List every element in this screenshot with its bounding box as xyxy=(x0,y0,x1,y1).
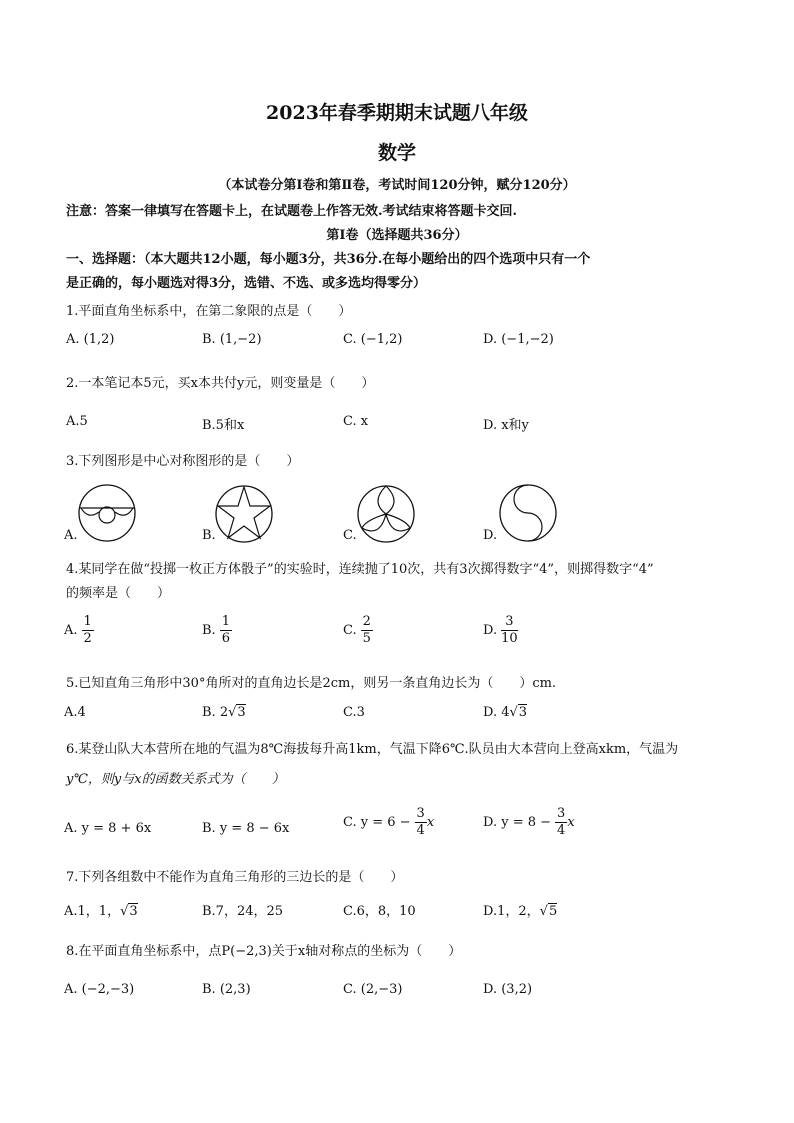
figure-b-star-circle xyxy=(214,484,274,544)
sqrt-sign: √ xyxy=(120,904,129,919)
q3-option-d: D. xyxy=(483,528,498,543)
q7-option-a-radicand: 3 xyxy=(129,904,138,919)
q6-option-b: B. y = 8 − 6x xyxy=(202,821,290,836)
q5-option-d-radicand: 3 xyxy=(518,705,528,720)
q5-option-a: A.4 xyxy=(64,705,86,720)
section-instruction-line2: 是正确的，每小题选对得3分，选错、不选、或多选均得零分） xyxy=(66,276,427,291)
question-6-stem: 6.某登山队大本营所在地的气温为8℃海拔每升高1km，气温下降6℃.队员由大本营向上登高xkm，气温为 xyxy=(66,742,679,757)
question-1-stem: 1.平面直角坐标系中，在第二象限的点是（ ） xyxy=(66,304,352,319)
q5-option-b-radicand: 3 xyxy=(237,705,246,720)
q3-option-a: A. xyxy=(64,528,78,543)
fraction-numerator: 1 xyxy=(83,614,92,629)
question-4-stem: 4.某同学在做“投掷一枚正方体骰子”的实验时，连续抛了10次，共有3次掷得数字“4”，则掷得数字“4” xyxy=(66,562,654,577)
question-3-stem: 3.下列图形是中心对称图形的是（ ） xyxy=(66,454,300,469)
q7-option-d-label: D.1，2， xyxy=(483,904,540,919)
fraction-denominator: 4 xyxy=(557,823,566,838)
question-5-stem: 5.已知直角三角形中30°角所对的直角边长是2cm，则另一条直角边长为（ ）cm. xyxy=(66,676,557,691)
fraction-denominator: 4 xyxy=(416,823,425,838)
q3-option-c: C. xyxy=(343,528,357,543)
q6-option-d-label: D. y = 8 − xyxy=(483,815,552,830)
q2-option-b: B.5和x xyxy=(202,418,245,433)
q6-option-d-fraction xyxy=(555,806,567,839)
q8-option-b: B. (2,3) xyxy=(202,982,251,997)
fraction-numerator: 3 xyxy=(416,806,425,821)
q7-option-a xyxy=(64,900,138,919)
q4-option-d-label: D. xyxy=(483,623,498,638)
q5-option-b xyxy=(202,705,246,720)
q6-option-c xyxy=(343,806,434,839)
q7-option-a-label: A.1，1， xyxy=(64,904,121,919)
exam-info: （本试卷分第Ⅰ卷和第Ⅱ卷，考试时间120分钟，赋分120分） xyxy=(218,178,576,193)
sqrt-sign: √ xyxy=(228,705,237,720)
q1-option-c: C. (−1,2) xyxy=(343,332,403,347)
q3-option-b: B. xyxy=(202,528,216,543)
fraction-denominator: 6 xyxy=(221,631,230,646)
q4-option-c-fraction xyxy=(361,614,373,647)
q7-option-d-radicand: 5 xyxy=(548,904,558,919)
q6-option-d-variable: x xyxy=(567,815,575,830)
q2-option-a: A.5 xyxy=(66,414,88,429)
q1-option-a: A. (1,2) xyxy=(66,332,115,347)
fraction-numerator: 1 xyxy=(221,614,230,629)
q8-option-a: A. (−2,−3) xyxy=(64,982,135,997)
q8-option-d: D. (3,2) xyxy=(483,982,533,997)
q4-option-a xyxy=(64,614,94,647)
q5-option-c: C.3 xyxy=(343,705,365,720)
q4-option-b-label: B. xyxy=(202,623,216,638)
q6-option-c-variable: x xyxy=(426,815,435,830)
q4-option-d-fraction xyxy=(501,614,518,647)
q4-option-c xyxy=(343,614,373,647)
question-2-stem: 2.一本笔记本5元，买x本共付y元，则变量是（ ） xyxy=(66,376,375,391)
subject-title: 数学 xyxy=(377,142,416,164)
q8-option-c: C. (2,−3) xyxy=(343,982,403,997)
q6-option-c-fraction xyxy=(415,806,427,839)
q5-option-b-label: B. 2 xyxy=(202,705,229,720)
q6-option-d xyxy=(483,806,575,839)
sqrt-sign: √ xyxy=(509,705,518,720)
volume-heading: 第Ⅰ卷（选择题共36分） xyxy=(326,228,468,243)
q5-option-d-label: D. 4 xyxy=(483,705,510,720)
fraction-numerator: 3 xyxy=(501,614,518,631)
fraction-numerator: 3 xyxy=(557,806,566,821)
q5-option-d xyxy=(483,705,527,720)
fraction-denominator: 5 xyxy=(362,631,371,646)
sqrt-sign: √ xyxy=(539,904,548,919)
q7-option-b: B.7，24，25 xyxy=(202,904,284,919)
q1-option-b: B. (1,−2) xyxy=(202,332,262,347)
q4-option-b xyxy=(202,614,232,647)
question-8-stem: 8.在平面直角坐标系中，点P(−2,3)关于x轴对称点的坐标为（ ） xyxy=(66,944,462,959)
exam-title: 2023年春季期期末试题八年级 xyxy=(266,102,528,124)
q6-option-a: A. y = 8 + 6x xyxy=(64,821,152,836)
section-instruction-line1: 一、选择题：（本大题共12小题，每小题3分，共36分.在每小题给出的四个选项中只有一个 xyxy=(66,252,591,267)
figure-a-circle-loops xyxy=(76,482,138,544)
figure-d-yin-yang xyxy=(497,482,559,544)
fraction-numerator: 2 xyxy=(362,614,371,629)
q7-option-d xyxy=(483,900,557,919)
q2-option-d: D. x和y xyxy=(483,418,529,433)
q7-option-c: C.6，8，10 xyxy=(343,904,416,919)
fraction-denominator: 10 xyxy=(501,631,518,646)
figure-c-three-petals xyxy=(356,484,416,544)
q6-option-c-label: C. y = 6 − xyxy=(343,815,411,830)
fraction-denominator: 2 xyxy=(83,631,92,646)
question-7-stem: 7.下列各组数中不能作为直角三角形的三边长的是（ ） xyxy=(66,870,404,885)
q4-option-d xyxy=(483,614,518,647)
notice: 注意：答案一律填写在答题卡上，在试题卷上作答无效.考试结束将答题卡交回. xyxy=(66,204,518,219)
question-6-stem-cont: y℃，则y与x的函数关系式为（ ） xyxy=(66,772,285,787)
q2-option-c: C. x xyxy=(343,414,369,429)
question-4-stem-cont: 的频率是（ ） xyxy=(66,586,171,601)
q4-option-c-label: C. xyxy=(343,623,357,638)
q4-option-b-fraction xyxy=(220,614,232,647)
q4-option-a-label: A. xyxy=(64,623,78,638)
q4-option-a-fraction xyxy=(82,614,94,647)
q1-option-d: D. (−1,−2) xyxy=(483,332,554,347)
